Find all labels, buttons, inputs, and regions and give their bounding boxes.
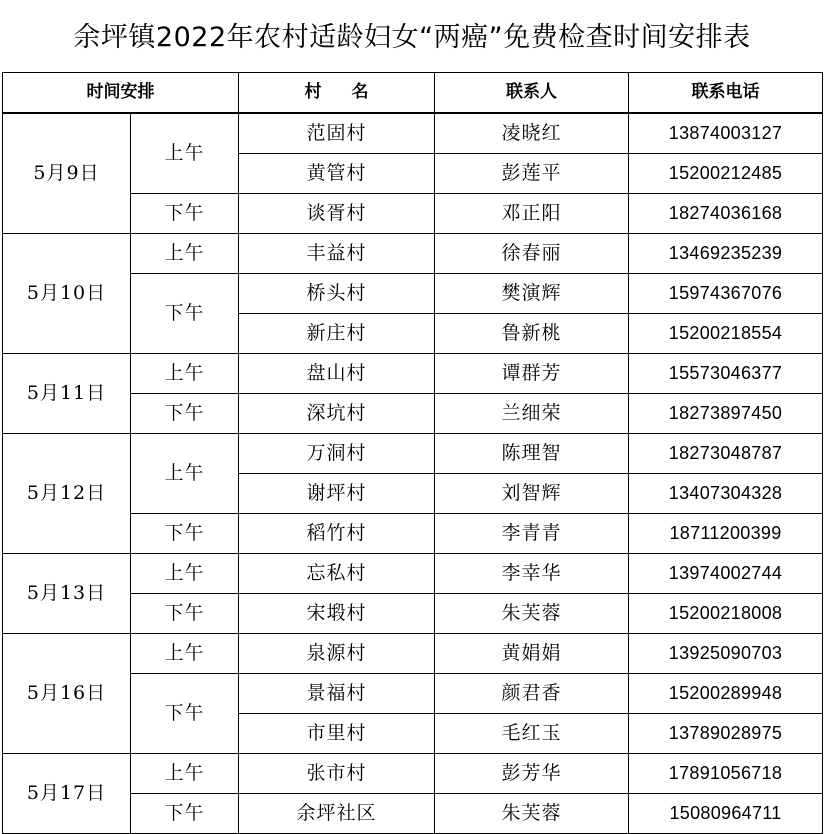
village-cell: 万洞村 — [239, 434, 435, 474]
table-row — [3, 234, 823, 274]
contact-cell: 颜君香 — [435, 674, 629, 714]
period-cell: 上午 — [131, 754, 239, 794]
table-row — [3, 113, 823, 154]
period-cell: 下午 — [131, 674, 239, 754]
village-cell: 忘私村 — [239, 554, 435, 594]
period-cell: 下午 — [131, 194, 239, 234]
table-row — [3, 754, 823, 794]
village-cell: 深坑村 — [239, 394, 435, 434]
phone-cell: 17891056718 — [629, 754, 823, 794]
period-cell: 上午 — [131, 634, 239, 674]
phone-cell: 15573046377 — [629, 354, 823, 394]
phone-cell: 13974002744 — [629, 554, 823, 594]
date-cell: 5月12日 — [3, 434, 131, 554]
table-row — [3, 634, 823, 674]
phone-cell: 15200218008 — [629, 594, 823, 634]
village-cell: 黄管村 — [239, 154, 435, 194]
phone-cell: 15974367076 — [629, 274, 823, 314]
contact-cell: 徐春丽 — [435, 234, 629, 274]
header-time-schedule: 时间安排 — [3, 73, 239, 114]
header-village: 村名 — [239, 73, 435, 114]
period-cell: 上午 — [131, 234, 239, 274]
contact-cell: 李幸华 — [435, 554, 629, 594]
date-cell: 5月16日 — [3, 634, 131, 754]
village-cell: 稻竹村 — [239, 514, 435, 554]
period-cell: 上午 — [131, 434, 239, 514]
village-cell: 泉源村 — [239, 634, 435, 674]
table-row — [3, 434, 823, 474]
table-row — [3, 554, 823, 594]
phone-cell: 13925090703 — [629, 634, 823, 674]
phone-cell: 18711200399 — [629, 514, 823, 554]
date-cell: 5月17日 — [3, 754, 131, 834]
phone-cell: 18273897450 — [629, 394, 823, 434]
village-cell: 张市村 — [239, 754, 435, 794]
period-cell: 下午 — [131, 514, 239, 554]
village-cell: 宋塅村 — [239, 594, 435, 634]
contact-cell: 朱芙蓉 — [435, 594, 629, 634]
contact-cell: 陈理智 — [435, 434, 629, 474]
village-cell: 丰益村 — [239, 234, 435, 274]
contact-cell: 黄娟娟 — [435, 634, 629, 674]
contact-cell: 彭莲平 — [435, 154, 629, 194]
date-cell: 5月9日 — [3, 113, 131, 234]
period-cell: 上午 — [131, 354, 239, 394]
village-cell: 新庄村 — [239, 314, 435, 354]
village-cell: 谈胥村 — [239, 194, 435, 234]
header-phone: 联系电话 — [629, 73, 823, 114]
phone-cell: 18273048787 — [629, 434, 823, 474]
contact-cell: 朱芙蓉 — [435, 794, 629, 834]
contact-cell: 邓正阳 — [435, 194, 629, 234]
period-cell: 上午 — [131, 113, 239, 194]
schedule-body — [3, 113, 823, 834]
village-cell: 余坪社区 — [239, 794, 435, 834]
document-title: 余坪镇2022年农村适龄妇女“两癌”免费检查时间安排表 — [73, 22, 751, 53]
village-cell: 景福村 — [239, 674, 435, 714]
period-cell: 下午 — [131, 794, 239, 834]
contact-cell: 兰细荣 — [435, 394, 629, 434]
date-cell: 5月10日 — [3, 234, 131, 354]
village-cell: 市里村 — [239, 714, 435, 754]
village-cell: 范固村 — [239, 113, 435, 154]
phone-cell: 13469235239 — [629, 234, 823, 274]
contact-cell: 刘智辉 — [435, 474, 629, 514]
period-cell: 下午 — [131, 394, 239, 434]
phone-cell: 13407304328 — [629, 474, 823, 514]
period-cell: 上午 — [131, 554, 239, 594]
contact-cell: 毛红玉 — [435, 714, 629, 754]
phone-cell: 13874003127 — [629, 113, 823, 154]
date-cell: 5月13日 — [3, 554, 131, 634]
phone-cell: 15200212485 — [629, 154, 823, 194]
phone-cell: 15080964711 — [629, 794, 823, 834]
schedule-table — [2, 72, 823, 834]
table-header-row — [3, 73, 823, 114]
phone-cell: 18274036168 — [629, 194, 823, 234]
phone-cell: 15200289948 — [629, 674, 823, 714]
contact-cell: 鲁新桃 — [435, 314, 629, 354]
contact-cell: 凌晓红 — [435, 113, 629, 154]
period-cell: 下午 — [131, 274, 239, 354]
contact-cell: 谭群芳 — [435, 354, 629, 394]
table-row — [3, 354, 823, 394]
village-cell: 谢坪村 — [239, 474, 435, 514]
contact-cell: 彭芳华 — [435, 754, 629, 794]
village-cell: 盘山村 — [239, 354, 435, 394]
period-cell: 下午 — [131, 594, 239, 634]
date-cell: 5月11日 — [3, 354, 131, 434]
phone-cell: 15200218554 — [629, 314, 823, 354]
village-cell: 桥头村 — [239, 274, 435, 314]
contact-cell: 李青青 — [435, 514, 629, 554]
header-contact: 联系人 — [435, 73, 629, 114]
phone-cell: 13789028975 — [629, 714, 823, 754]
contact-cell: 樊演辉 — [435, 274, 629, 314]
